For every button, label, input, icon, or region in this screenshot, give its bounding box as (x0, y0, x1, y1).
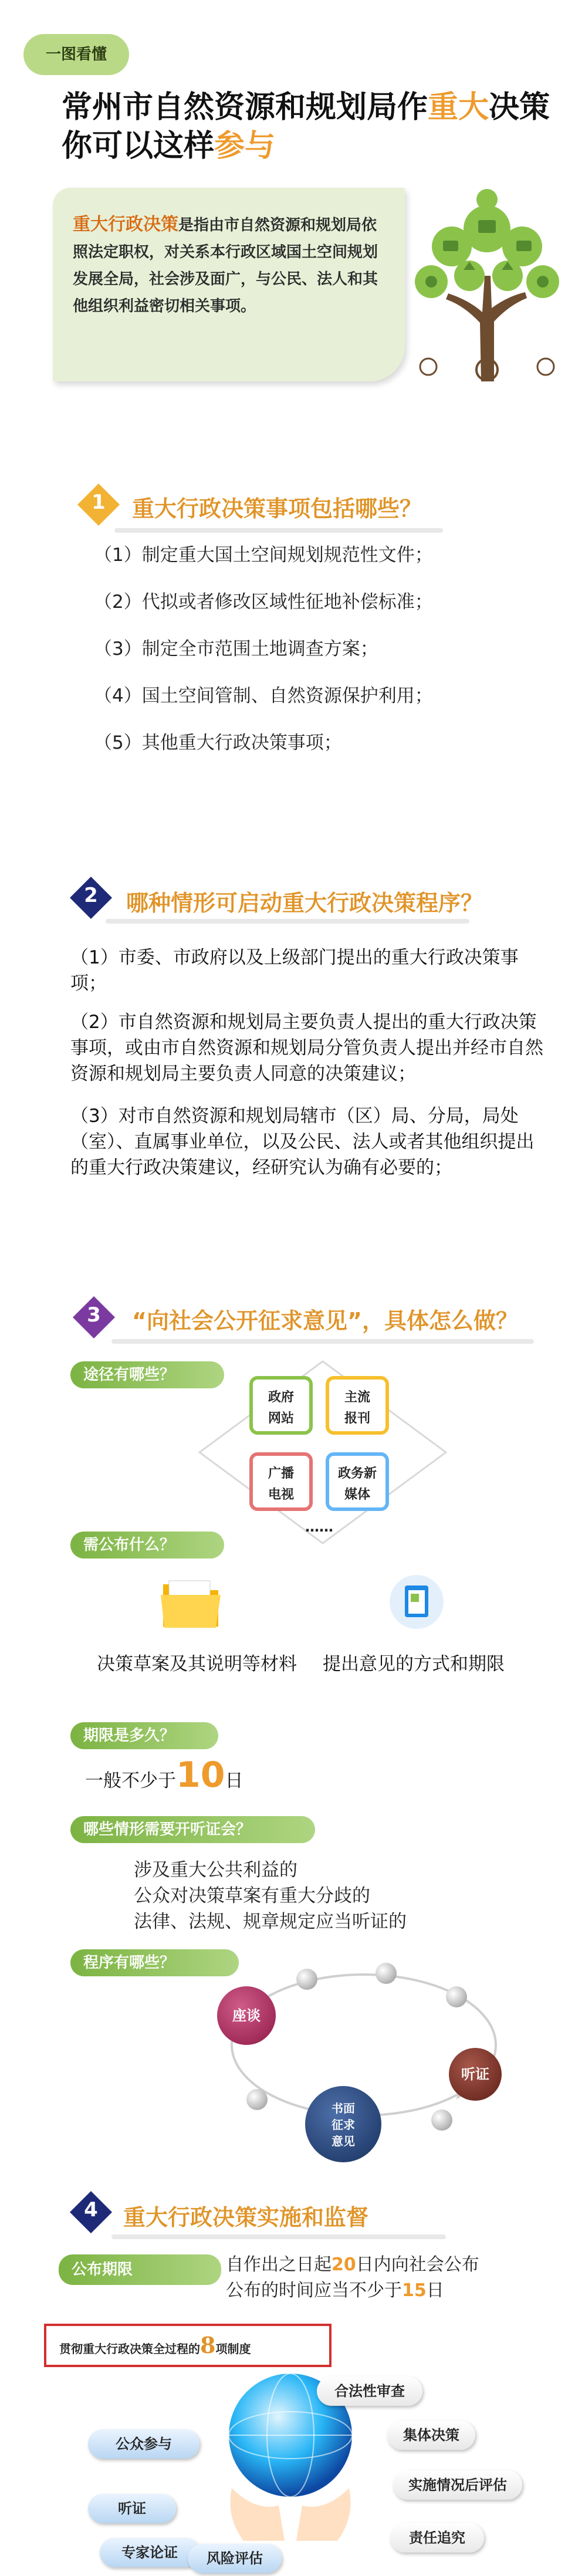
channels-label: 途径有哪些？ (70, 1361, 224, 1388)
document-icon (387, 1573, 446, 1631)
section-3-title: “向社会公开征求意见”，具体怎么做？ (132, 1308, 518, 1334)
page-title (62, 88, 560, 165)
list-item: （5）其他重大行政决策事项； (94, 732, 342, 753)
publish-item-method: 提出意见的方式和期限 (323, 1654, 505, 1675)
channel-card: 政务新 媒体 (326, 1452, 389, 1511)
system-item: 合法性审查 (317, 2376, 422, 2406)
section-2-item-2: （2）市自然资源和规划局主要负责人提出的重大行政决策事项，或由市自然资源和规划局分管负责人提出并经市自然资源和规划局主要负责人同意的决策建议； (70, 1012, 543, 1084)
channel-card: 广播 电视 (249, 1452, 313, 1511)
section-tag (23, 34, 129, 75)
system-item: 听证 (88, 2494, 176, 2523)
publish-label: 需公布什么？ (70, 1532, 224, 1559)
section-1-title: 重大行政决策事项包括哪些？ (132, 496, 422, 522)
system-item: 实施情况后评估 (393, 2470, 522, 2500)
procedure-label: 程序有哪些？ (70, 1949, 239, 1976)
system-item: 集体决策 (387, 2421, 475, 2450)
title-line-2: 你可以这样参与 (62, 129, 276, 164)
section-3-underline (111, 1339, 534, 1344)
procedure-dot (431, 2110, 452, 2131)
section-4-underline (111, 2234, 446, 2239)
system-box: 贯彻重大行政决策全过程的8项制度 (44, 2324, 332, 2367)
system-item: 责任追究 (390, 2523, 484, 2553)
list-item: （3）制定全市范围土地调查方案； (94, 638, 378, 660)
publish-item-materials: 决策草案及其说明等材料 (97, 1654, 297, 1675)
procedure-node-written: 书面 征求 意见 (305, 2086, 381, 2162)
system-item: 公众参与 (88, 2429, 199, 2459)
procedure-dot (446, 1986, 467, 2007)
announce-line-2: 公布的时间应当不少于15日 (226, 2280, 444, 2301)
hearing-line: 法律、法规、规章规定应当听证的 (134, 1911, 407, 1932)
announce-line-1: 自作出之日起20日内向社会公布 (226, 2254, 479, 2275)
section-2-number: 2 (84, 884, 98, 907)
announce-label: 公布期限 (59, 2254, 221, 2285)
section-1-number: 1 (92, 491, 106, 514)
list-item: （2）代拟或者修改区域性征地补偿标准； (94, 591, 433, 613)
system-item: 风险评估 (188, 2544, 282, 2573)
section-2-underline (106, 919, 469, 924)
procedure-dot (376, 1963, 397, 1984)
announce-text (226, 2252, 479, 2304)
channel-card: 政府 网站 (249, 1376, 313, 1435)
section-4-number: 4 (84, 2198, 98, 2222)
section-1-underline (114, 528, 443, 533)
section-1-list (94, 546, 540, 780)
period-text: 一般不少于10日 (85, 1754, 243, 1796)
procedure-dot (246, 2089, 268, 2110)
system-item: 专家论证 (100, 2538, 199, 2567)
hearing-list (134, 1857, 407, 1935)
procedure-dot (296, 1969, 317, 1990)
section-3-number: 3 (87, 1303, 101, 1327)
tree-illustration (405, 188, 569, 381)
procedure-node-forum: 座谈 (217, 1986, 276, 2045)
list-item: （4）国土空间管制、自然资源保护利用； (94, 685, 433, 706)
folder-icon (158, 1573, 223, 1631)
title-line-1: 常州市自然资源和规划局作重大决策 (62, 90, 550, 125)
hearing-label: 哪些情形需要开听证会？ (70, 1816, 315, 1843)
procedure-node-hearing: 听证 (449, 2048, 502, 2101)
section-2-item-1: （1）市委、市政府以及上级部门提出的重大行政决策事项； (70, 947, 519, 994)
section-4-title: 重大行政决策实施和监督 (123, 2205, 369, 2230)
hearing-line: 公众对决策草案有重大分歧的 (134, 1885, 370, 1906)
channels-more: …… (305, 1519, 333, 1535)
channel-card: 主流 报刊 (326, 1376, 389, 1435)
section-2-title: 哪种情形可启动重大行政决策程序？ (126, 890, 483, 916)
intro-box (53, 188, 405, 381)
period-label: 期限是多久？ (70, 1722, 218, 1749)
list-item: （1）制定重大国土空间规划规范性文件； (94, 545, 433, 566)
hearing-line: 涉及重大公共利益的 (134, 1860, 297, 1881)
section-2-item-3: （3）对市自然资源和规划局辖市（区）局、分局，局处（室）、直属事业单位，以及公民、法人或者其他组织提出的重大行政决策建议，经研究认为确有必要的； (70, 1106, 535, 1178)
section-tag-label: 一图看懂 (45, 46, 107, 63)
intro-text: 重大行政决策是指由市自然资源和规划局依照法定职权，对关系本行政区域国土空间规划发展全局，社会涉及面广，与公民、法人和其他组织利益密切相关事项。 (73, 214, 378, 315)
